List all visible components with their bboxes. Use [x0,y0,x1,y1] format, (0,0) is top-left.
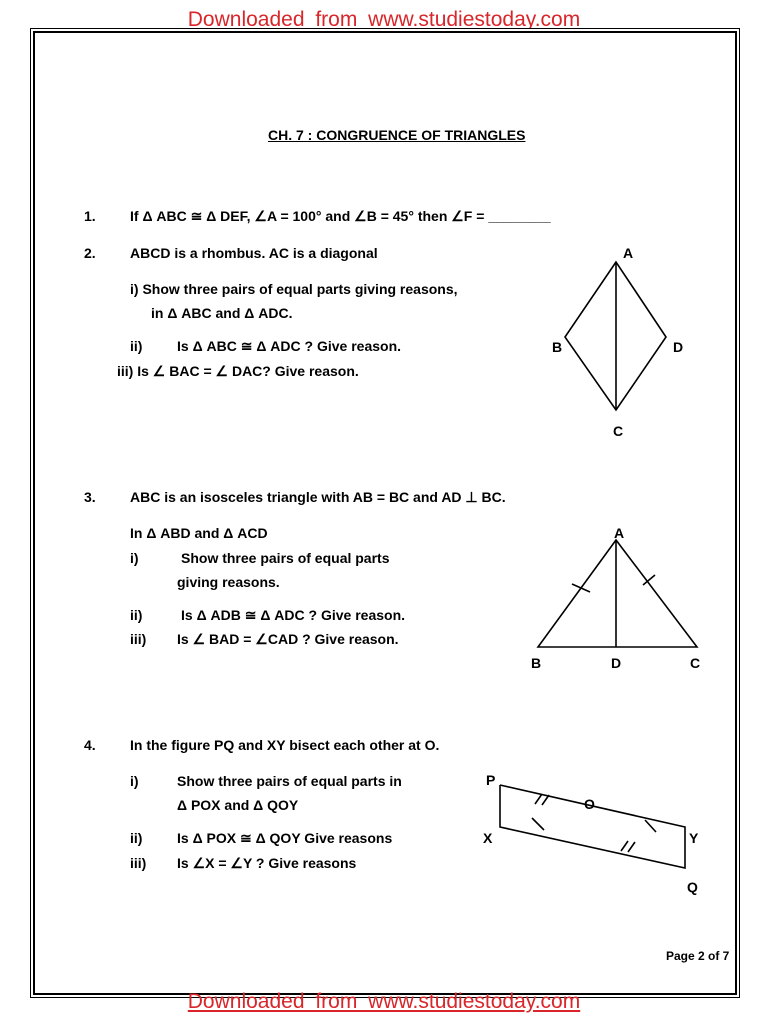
tick-xo [532,818,544,830]
q4-text: In the figure PQ and XY bisect each other at O. [130,737,440,753]
q2-part-i-line2: in Δ ABC and Δ ADC. [151,305,293,321]
triangle-label-d: D [611,655,622,671]
q4-part-i-line1: Show three pairs of equal parts in [177,773,402,789]
isosceles-triangle-outline [538,540,697,647]
tick-oq-2 [628,842,635,852]
q3-part-i-number: i) [130,550,139,566]
q2-part-i-line1: i) Show three pairs of equal parts giving reasons, [130,281,458,297]
rhombus-label-d: D [673,339,684,355]
chapter-title: CH. 7 : CONGRUENCE OF TRIANGLES [268,127,526,143]
q3-number: 3. [84,489,96,505]
tick-po-1 [535,794,542,804]
q1-text: If Δ ABC ≅ Δ DEF, ∠A = 100° and ∠B = 45° then ∠F = ________ [130,208,551,224]
q4-part-ii-number: ii) [130,830,143,846]
q4-part-i-number: i) [130,773,139,789]
bowtie-label-y: Y [689,830,699,846]
watermark-bottom[interactable]: Downloaded from www.studiestoday.com [187,990,581,1013]
rhombus-label-a: A [623,245,634,261]
q3-text: ABC is an isosceles triangle with AB = BC and AD ⊥ BC. [130,489,506,505]
q4-number: 4. [84,737,96,753]
q3-part-i-line2: giving reasons. [177,574,280,590]
q4-part-ii: Is Δ POX ≅ Δ QOY Give reasons [177,830,393,846]
bowtie-label-p: P [486,772,496,788]
q3-part-iii-number: iii) [130,631,147,647]
q3-part-ii-number: ii) [130,607,143,623]
rhombus-label-b: B [552,339,563,355]
watermark-top[interactable]: Downloaded from www.studiestoday.com [187,8,581,31]
q3-part-iii: Is ∠ BAD = ∠CAD ? Give reason. [177,631,399,647]
q2-number: 2. [84,245,96,261]
triangle-label-b: B [531,655,542,671]
q2-part-ii-number: ii) [130,338,143,354]
tick-mark-ab [572,584,590,592]
q3-part-i-line1: Show three pairs of equal parts [181,550,390,566]
q3-part-ii: Is Δ ADB ≅ Δ ADC ? Give reason. [181,607,406,623]
tick-po-2 [542,795,549,805]
q2-part-iii: iii) Is ∠ BAC = ∠ DAC? Give reason. [117,363,359,379]
tick-oq-1 [621,841,628,851]
q3-in-triangles: In Δ ABD and Δ ACD [130,525,268,541]
bowtie-label-o: O [584,796,595,812]
bowtie-label-x: X [483,830,493,846]
rhombus-label-c: C [613,423,624,439]
triangle-label-c: C [690,655,701,671]
q1-number: 1. [84,208,96,224]
triangle-label-a: A [614,525,625,541]
q2-text: ABCD is a rhombus. AC is a diagonal [130,245,378,261]
q4-part-i-line2: Δ POX and Δ QOY [177,797,299,813]
q4-part-iii: Is ∠X = ∠Y ? Give reasons [177,855,357,871]
page-number: Page 2 of 7 [666,949,730,963]
tick-oy [645,820,656,832]
q2-part-ii: Is Δ ABC ≅ Δ ADC ? Give reason. [177,338,402,354]
q4-part-iii-number: iii) [130,855,147,871]
bowtie-label-q: Q [687,879,698,895]
